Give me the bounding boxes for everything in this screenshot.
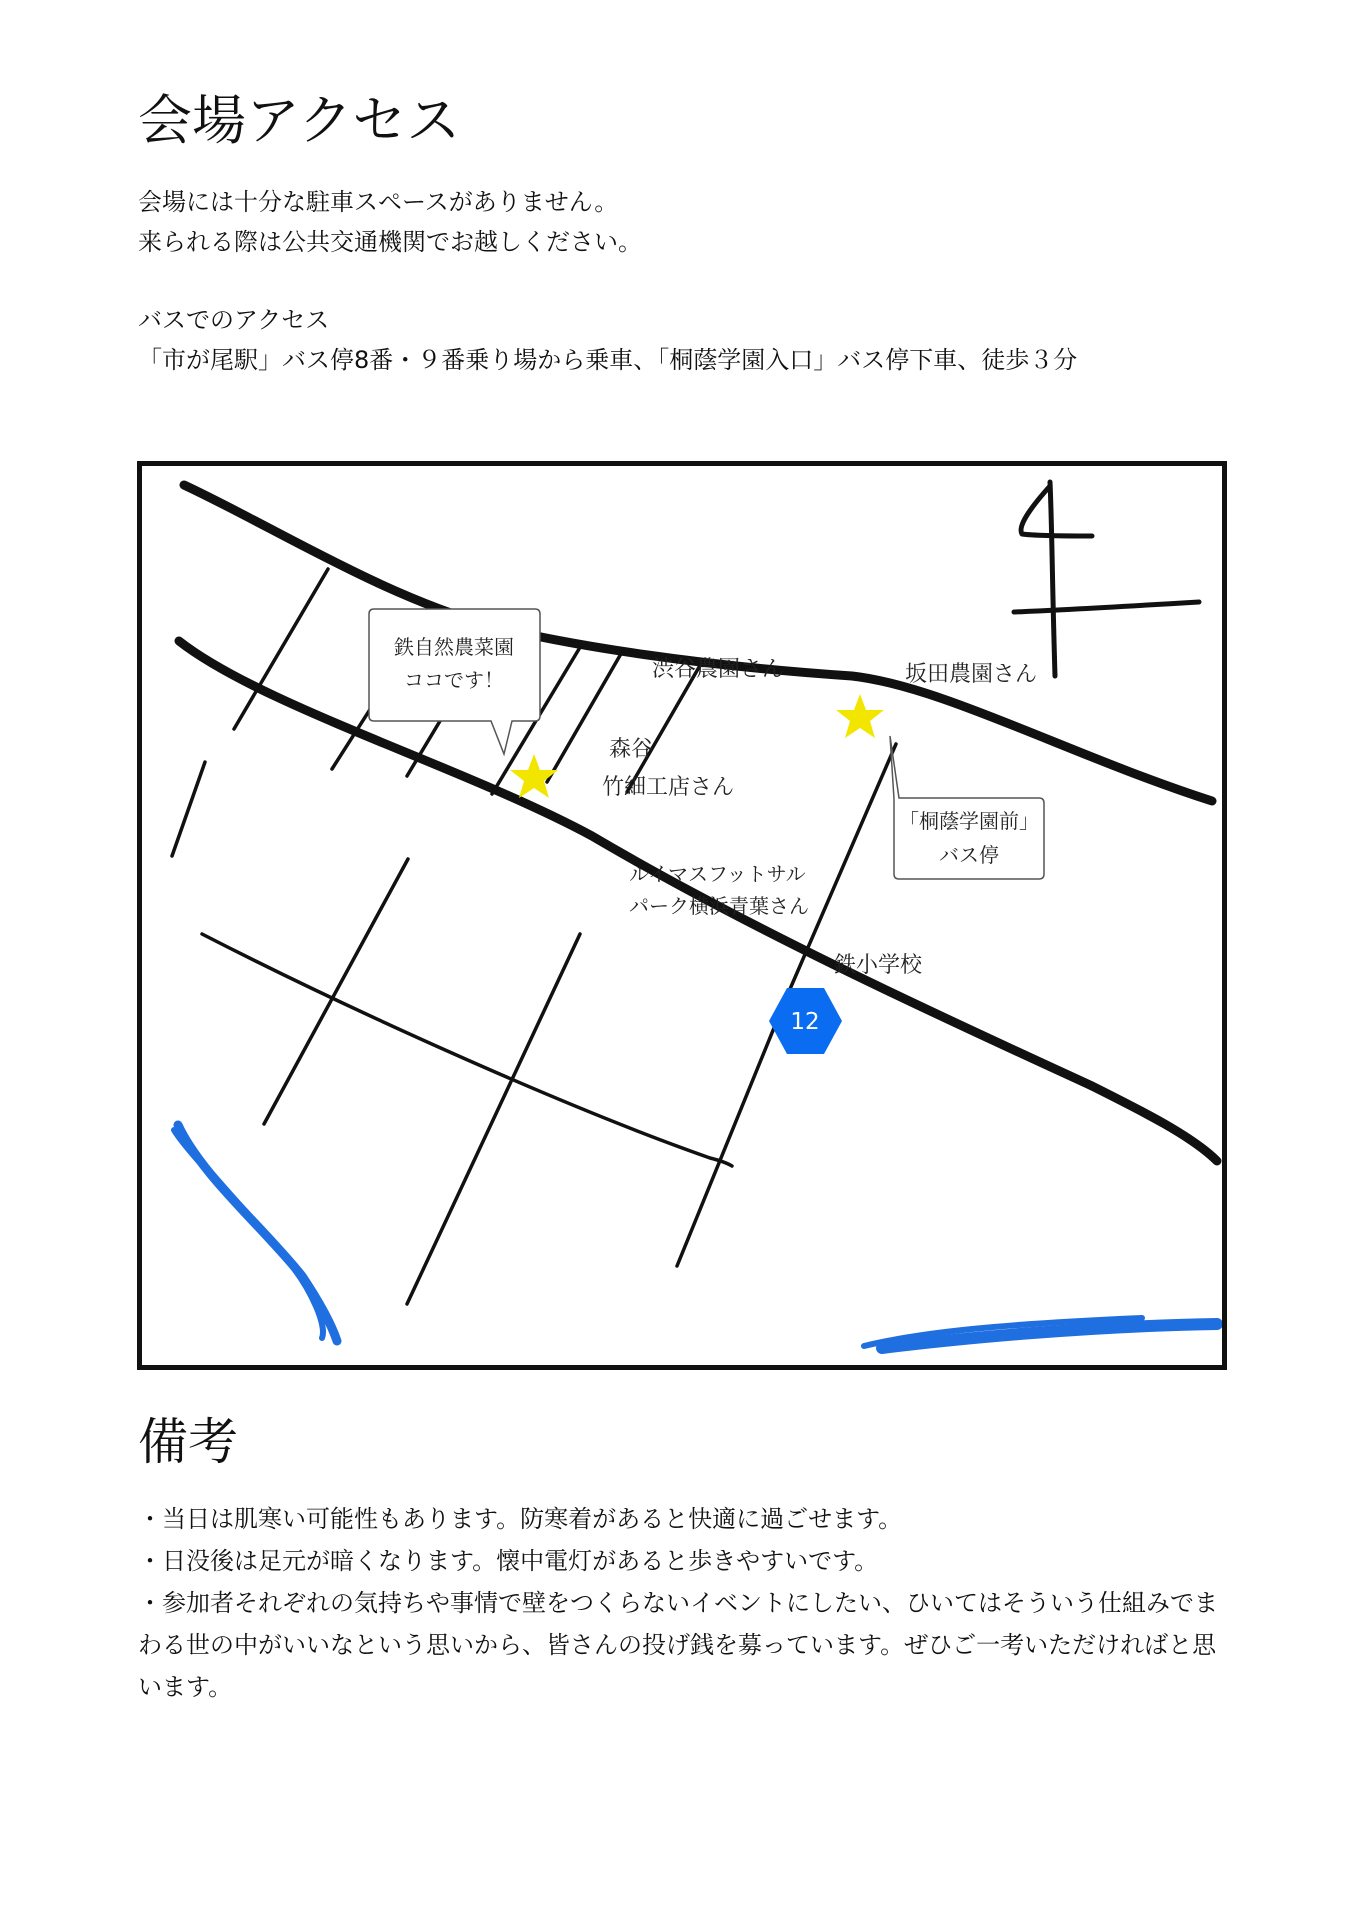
- label-futsal-2: パーク横浜青葉さん: [629, 894, 809, 918]
- label-moriya-1: 森谷: [609, 737, 654, 762]
- note-item-cold: ・当日は肌寒い可能性もあります。防寒着があると快適に過ごせます。: [138, 1505, 903, 1533]
- side-street: [407, 934, 580, 1304]
- venue-callout-line-2: ココです！: [404, 668, 504, 692]
- north-arrow-icon: [1014, 482, 1199, 676]
- bus-access-heading: バスでのアクセス: [138, 306, 330, 334]
- venue-callout: [369, 609, 540, 754]
- access-map-drawing: [142, 466, 1222, 1365]
- notes-list: [138, 1498, 1230, 1708]
- main-road-upper: [184, 485, 1212, 801]
- venue-callout-line-1: 鉄自然農菜園: [394, 635, 514, 659]
- side-street: [234, 569, 328, 729]
- river-left: [174, 1130, 323, 1338]
- intro-line-transit: 来られる際は公共交通機関でお越しください。: [138, 228, 642, 256]
- bus-stop-callout-line-1: 「桐蔭学園前」: [899, 809, 1039, 833]
- label-moriya-2: 竹細工店さん: [602, 775, 735, 800]
- bus-stop-callout-line-2: バス停: [939, 843, 999, 867]
- label-shibuya-farm: 渋谷農園さん: [652, 657, 785, 682]
- route-12-badge: [769, 988, 842, 1054]
- label-sakata-farm: 坂田農園さん: [905, 662, 1038, 687]
- side-street: [264, 859, 408, 1124]
- note-item-flashlight: ・日没後は足元が暗くなります。懐中電灯があると歩きやすいです。: [138, 1547, 879, 1575]
- side-street: [172, 762, 205, 856]
- route-number: 12: [790, 1009, 820, 1035]
- label-futsal-1: ルイマスフットサル: [629, 862, 806, 886]
- bus-route-text: 「市が尾駅」バス停8番・９番乗り場から乗車、「桐蔭学園入口」バス停下車、徒歩３分: [138, 346, 1078, 374]
- notes-title: 備考: [138, 1413, 238, 1471]
- bus-stop-callout: [890, 736, 1044, 879]
- access-map: [137, 461, 1227, 1370]
- side-street: [547, 652, 622, 782]
- cross-street: [202, 934, 732, 1166]
- bus-stop-star-icon: [836, 694, 884, 738]
- intro-text: [138, 182, 1238, 262]
- page-title: 会場アクセス: [138, 89, 461, 152]
- label-school: 鉄小学校: [834, 953, 923, 978]
- intro-line-parking: 会場には十分な駐車スペースがありません。: [138, 188, 619, 216]
- note-item-donation: ・参加者それぞれの気持ちや事情で壁をつくらないイベントにしたい、ひいてはそういう仕組みでまわる世の中がいいなという思いから、皆さんの投げ銭を募っています。ぜひご一考いただければと思います。: [138, 1589, 1218, 1701]
